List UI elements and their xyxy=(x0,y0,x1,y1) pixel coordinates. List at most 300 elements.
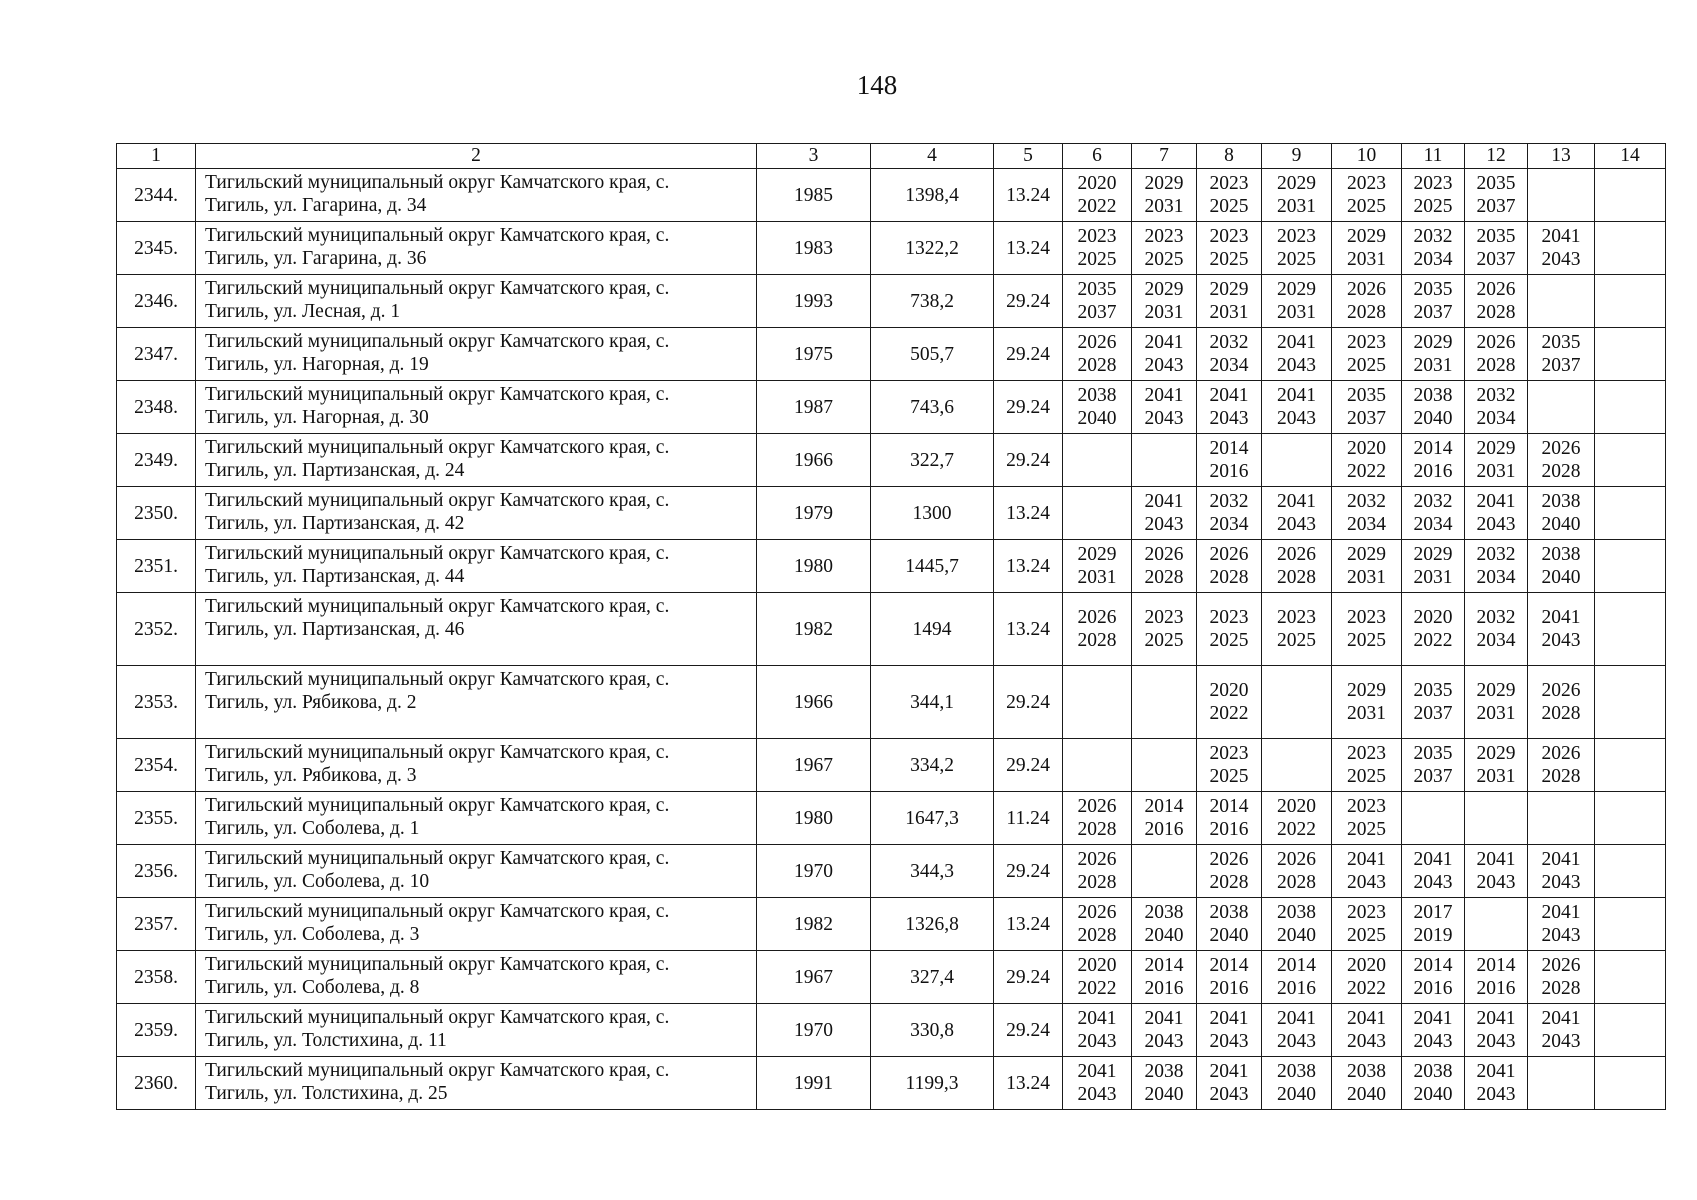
period-end: 2037 xyxy=(1541,355,1581,376)
period-start: 2020 xyxy=(1347,955,1386,976)
period-end: 2043 xyxy=(1476,872,1516,893)
period-end: 2028 xyxy=(1277,872,1316,893)
period-start: 2020 xyxy=(1413,607,1453,628)
period-end: 2028 xyxy=(1541,461,1581,482)
period-cell xyxy=(1132,540,1197,593)
area-cell: 322,7 xyxy=(871,434,994,487)
period-cell xyxy=(1402,381,1465,434)
construction-year-cell: 1985 xyxy=(757,169,871,222)
period-end: 2028 xyxy=(1476,355,1516,376)
period-end: 2025 xyxy=(1277,630,1316,651)
period-start: 2032 xyxy=(1476,544,1516,565)
period-cell xyxy=(1402,487,1465,540)
area-cell: 1322,2 xyxy=(871,222,994,275)
period-end: 2043 xyxy=(1541,630,1581,651)
period-start: 2029 xyxy=(1077,544,1117,565)
period-end: 2031 xyxy=(1277,196,1316,217)
period-cell xyxy=(1402,739,1465,792)
row-number-cell: 2357. xyxy=(117,898,196,951)
period-start: 2041 xyxy=(1209,385,1249,406)
address-cell xyxy=(196,169,757,222)
period-end: 2043 xyxy=(1413,1031,1453,1052)
period-cell xyxy=(1132,1004,1197,1057)
row-number-cell: 2353. xyxy=(117,666,196,739)
address-cell xyxy=(196,328,757,381)
period-start: 2029 xyxy=(1277,173,1316,194)
area-cell: 1199,3 xyxy=(871,1057,994,1110)
row-number-cell: 2348. xyxy=(117,381,196,434)
period-end: 2043 xyxy=(1277,514,1316,535)
period-end: 2040 xyxy=(1347,1084,1386,1105)
table-row xyxy=(117,275,1666,328)
period-cell xyxy=(1528,328,1595,381)
period-start: 2035 xyxy=(1413,743,1453,764)
address-line-1: Тигильский муниципальный округ Камчатского края, с. xyxy=(205,543,670,564)
period-cell xyxy=(1262,275,1332,328)
period-start: 2014 xyxy=(1209,438,1249,459)
period-cell xyxy=(1465,540,1528,593)
period-end: 2040 xyxy=(1413,408,1453,429)
row-number-cell: 2351. xyxy=(117,540,196,593)
period-end: 2043 xyxy=(1413,872,1453,893)
period-start: 2026 xyxy=(1347,279,1386,300)
area-cell: 738,2 xyxy=(871,275,994,328)
address-cell xyxy=(196,222,757,275)
period-cell xyxy=(1063,792,1132,845)
period-cell xyxy=(1528,951,1595,1004)
period-cell xyxy=(1595,666,1666,739)
period-end: 2022 xyxy=(1077,196,1117,217)
period-cell xyxy=(1465,898,1528,951)
period-cell xyxy=(1528,487,1595,540)
period-start: 2041 xyxy=(1476,849,1516,870)
period-cell xyxy=(1402,951,1465,1004)
period-end: 2031 xyxy=(1476,703,1516,724)
area-cell: 334,2 xyxy=(871,739,994,792)
period-cell xyxy=(1528,1004,1595,1057)
period-start: 2014 xyxy=(1144,796,1184,817)
period-cell xyxy=(1402,666,1465,739)
period-cell xyxy=(1528,898,1595,951)
period-cell xyxy=(1528,739,1595,792)
period-cell xyxy=(1332,739,1402,792)
period-start: 2026 xyxy=(1476,332,1516,353)
period-end: 2043 xyxy=(1209,1084,1249,1105)
period-start: 2041 xyxy=(1209,1008,1249,1029)
construction-year-cell: 1970 xyxy=(757,1004,871,1057)
period-start: 2038 xyxy=(1347,1061,1386,1082)
period-end: 2022 xyxy=(1347,461,1386,482)
area-cell: 1647,3 xyxy=(871,792,994,845)
period-cell xyxy=(1197,487,1262,540)
period-end: 2028 xyxy=(1077,630,1117,651)
period-start: 2026 xyxy=(1077,902,1117,923)
construction-year-cell: 1980 xyxy=(757,540,871,593)
period-end: 2016 xyxy=(1413,978,1453,999)
address-line-1: Тигильский муниципальный округ Камчатского края, с. xyxy=(205,172,670,193)
period-end: 2025 xyxy=(1413,196,1453,217)
period-start: 2023 xyxy=(1144,226,1184,247)
period-cell xyxy=(1132,593,1197,666)
code-cell: 29.24 xyxy=(994,328,1063,381)
period-end: 2043 xyxy=(1144,1031,1184,1052)
period-cell xyxy=(1528,540,1595,593)
period-cell xyxy=(1262,792,1332,845)
period-cell xyxy=(1332,593,1402,666)
area-cell: 1300 xyxy=(871,487,994,540)
period-cell xyxy=(1063,1004,1132,1057)
period-cell xyxy=(1132,222,1197,275)
period-start: 2032 xyxy=(1209,332,1249,353)
construction-year-cell: 1979 xyxy=(757,487,871,540)
period-end: 2028 xyxy=(1209,872,1249,893)
address-line-1: Тигильский муниципальный округ Камчатского края, с. xyxy=(205,278,670,299)
period-cell xyxy=(1197,434,1262,487)
period-start: 2020 xyxy=(1209,680,1249,701)
period-start: 2041 xyxy=(1144,332,1184,353)
row-number-cell: 2352. xyxy=(117,593,196,666)
period-start: 2041 xyxy=(1144,1008,1184,1029)
column-header: 12 xyxy=(1465,144,1528,169)
period-end: 2043 xyxy=(1347,1031,1386,1052)
table-row xyxy=(117,845,1666,898)
address-cell xyxy=(196,540,757,593)
period-cell xyxy=(1332,540,1402,593)
period-end: 2031 xyxy=(1413,355,1453,376)
period-cell xyxy=(1595,381,1666,434)
period-cell xyxy=(1528,381,1595,434)
row-number-cell: 2355. xyxy=(117,792,196,845)
period-cell xyxy=(1528,1057,1595,1110)
period-end: 2016 xyxy=(1209,461,1249,482)
period-end: 2043 xyxy=(1144,355,1184,376)
period-start: 2020 xyxy=(1077,173,1117,194)
period-end: 2025 xyxy=(1347,196,1386,217)
construction-year-cell: 1970 xyxy=(757,845,871,898)
column-header: 7 xyxy=(1132,144,1197,169)
address-line-1: Тигильский муниципальный округ Камчатского края, с. xyxy=(205,795,670,816)
period-cell xyxy=(1465,593,1528,666)
period-end: 2025 xyxy=(1144,249,1184,270)
period-cell xyxy=(1332,381,1402,434)
period-cell xyxy=(1262,898,1332,951)
period-cell xyxy=(1262,381,1332,434)
period-cell xyxy=(1332,666,1402,739)
period-cell xyxy=(1595,593,1666,666)
period-start: 2035 xyxy=(1476,173,1516,194)
column-header: 8 xyxy=(1197,144,1262,169)
period-cell xyxy=(1595,1057,1666,1110)
period-cell xyxy=(1197,593,1262,666)
period-cell xyxy=(1332,951,1402,1004)
period-start: 2026 xyxy=(1209,849,1249,870)
period-end: 2028 xyxy=(1476,302,1516,323)
period-end: 2034 xyxy=(1476,567,1516,588)
period-cell xyxy=(1063,169,1132,222)
period-start: 2026 xyxy=(1277,544,1316,565)
period-end: 2016 xyxy=(1476,978,1516,999)
period-end: 2031 xyxy=(1413,567,1453,588)
period-end: 2022 xyxy=(1209,703,1249,724)
period-end: 2022 xyxy=(1077,978,1117,999)
period-end: 2037 xyxy=(1413,703,1453,724)
period-end: 2025 xyxy=(1347,355,1386,376)
period-start: 2029 xyxy=(1347,226,1386,247)
period-start: 2026 xyxy=(1209,544,1249,565)
column-header: 3 xyxy=(757,144,871,169)
period-start: 2041 xyxy=(1144,491,1184,512)
period-start: 2029 xyxy=(1347,544,1386,565)
period-start: 2023 xyxy=(1209,607,1249,628)
period-start: 2017 xyxy=(1413,902,1453,923)
period-end: 2016 xyxy=(1277,978,1316,999)
period-end: 2043 xyxy=(1541,1031,1581,1052)
period-cell xyxy=(1063,898,1132,951)
row-number-cell: 2358. xyxy=(117,951,196,1004)
period-cell xyxy=(1528,434,1595,487)
code-cell: 13.24 xyxy=(994,169,1063,222)
period-start: 2026 xyxy=(1077,607,1117,628)
period-end: 2043 xyxy=(1277,355,1316,376)
period-end: 2037 xyxy=(1413,302,1453,323)
address-line-1: Тигильский муниципальный округ Камчатского края, с. xyxy=(205,437,670,458)
period-start: 2014 xyxy=(1209,796,1249,817)
period-end: 2043 xyxy=(1476,1084,1516,1105)
period-cell xyxy=(1063,845,1132,898)
construction-year-cell: 1983 xyxy=(757,222,871,275)
period-end: 2037 xyxy=(1476,249,1516,270)
period-start: 2023 xyxy=(1347,743,1386,764)
period-cell xyxy=(1197,275,1262,328)
row-number-cell: 2345. xyxy=(117,222,196,275)
period-end: 2043 xyxy=(1476,514,1516,535)
period-start: 2041 xyxy=(1476,491,1516,512)
period-start: 2032 xyxy=(1413,226,1453,247)
period-cell xyxy=(1132,845,1197,898)
period-start: 2038 xyxy=(1277,902,1316,923)
period-cell xyxy=(1465,222,1528,275)
period-end: 2040 xyxy=(1144,1084,1184,1105)
period-cell xyxy=(1132,434,1197,487)
row-number-cell: 2354. xyxy=(117,739,196,792)
period-start: 2029 xyxy=(1209,279,1249,300)
period-end: 2040 xyxy=(1209,925,1249,946)
period-end: 2043 xyxy=(1277,408,1316,429)
code-cell: 13.24 xyxy=(994,540,1063,593)
address-line-2: Тигиль, ул. Соболева, д. 10 xyxy=(205,871,430,892)
area-cell: 344,1 xyxy=(871,666,994,739)
table-row xyxy=(117,951,1666,1004)
period-end: 2043 xyxy=(1476,1031,1516,1052)
period-cell xyxy=(1595,222,1666,275)
period-cell xyxy=(1197,1057,1262,1110)
period-cell xyxy=(1197,222,1262,275)
period-cell xyxy=(1197,381,1262,434)
period-cell xyxy=(1402,1004,1465,1057)
period-cell xyxy=(1595,845,1666,898)
period-cell xyxy=(1595,898,1666,951)
period-cell xyxy=(1063,1057,1132,1110)
period-end: 2034 xyxy=(1209,355,1249,376)
period-start: 2038 xyxy=(1144,1061,1184,1082)
period-end: 2043 xyxy=(1347,872,1386,893)
table-row xyxy=(117,328,1666,381)
period-end: 2031 xyxy=(1476,461,1516,482)
period-start: 2041 xyxy=(1541,607,1581,628)
code-cell: 11.24 xyxy=(994,792,1063,845)
period-cell xyxy=(1063,222,1132,275)
construction-year-cell: 1993 xyxy=(757,275,871,328)
period-end: 2022 xyxy=(1277,819,1316,840)
column-header: 5 xyxy=(994,144,1063,169)
period-cell xyxy=(1197,898,1262,951)
period-cell xyxy=(1595,169,1666,222)
period-cell xyxy=(1595,434,1666,487)
period-cell xyxy=(1465,739,1528,792)
period-end: 2043 xyxy=(1541,872,1581,893)
address-line-2: Тигиль, ул. Толстихина, д. 11 xyxy=(205,1030,447,1051)
period-cell xyxy=(1132,169,1197,222)
period-end: 2040 xyxy=(1277,925,1316,946)
address-line-2: Тигиль, ул. Партизанская, д. 44 xyxy=(205,566,465,587)
address-cell xyxy=(196,593,757,666)
period-cell xyxy=(1402,792,1465,845)
period-end: 2037 xyxy=(1347,408,1386,429)
period-cell xyxy=(1262,169,1332,222)
period-cell xyxy=(1465,434,1528,487)
area-cell: 1398,4 xyxy=(871,169,994,222)
address-line-1: Тигильский муниципальный округ Камчатского края, с. xyxy=(205,1060,670,1081)
period-cell xyxy=(1197,792,1262,845)
period-end: 2031 xyxy=(1277,302,1316,323)
period-start: 2029 xyxy=(1476,743,1516,764)
address-cell xyxy=(196,487,757,540)
period-start: 2014 xyxy=(1277,955,1316,976)
period-start: 2023 xyxy=(1077,226,1117,247)
period-end: 2043 xyxy=(1144,514,1184,535)
address-line-2: Тигиль, ул. Гагарина, д. 34 xyxy=(205,195,427,216)
table-row xyxy=(117,222,1666,275)
period-start: 2026 xyxy=(1541,438,1581,459)
period-end: 2028 xyxy=(1209,567,1249,588)
period-start: 2029 xyxy=(1144,173,1184,194)
row-number-cell: 2344. xyxy=(117,169,196,222)
period-cell xyxy=(1332,792,1402,845)
period-cell xyxy=(1262,1004,1332,1057)
period-start: 2014 xyxy=(1144,955,1184,976)
period-start: 2023 xyxy=(1277,226,1316,247)
table-row xyxy=(117,593,1666,666)
period-cell xyxy=(1132,328,1197,381)
row-number-cell: 2347. xyxy=(117,328,196,381)
code-cell: 13.24 xyxy=(994,487,1063,540)
address-cell xyxy=(196,845,757,898)
period-cell xyxy=(1262,593,1332,666)
period-end: 2037 xyxy=(1476,196,1516,217)
period-end: 2031 xyxy=(1347,703,1386,724)
period-end: 2028 xyxy=(1541,703,1581,724)
address-line-2: Тигиль, ул. Соболева, д. 3 xyxy=(205,924,420,945)
row-number-cell: 2359. xyxy=(117,1004,196,1057)
period-start: 2026 xyxy=(1541,743,1581,764)
period-cell xyxy=(1262,1057,1332,1110)
period-end: 2037 xyxy=(1413,766,1453,787)
period-end: 2019 xyxy=(1413,925,1453,946)
period-cell xyxy=(1132,381,1197,434)
period-end: 2040 xyxy=(1541,514,1581,535)
period-cell xyxy=(1595,792,1666,845)
period-cell xyxy=(1197,1004,1262,1057)
period-cell xyxy=(1063,328,1132,381)
table-row xyxy=(117,666,1666,739)
period-end: 2034 xyxy=(1347,514,1386,535)
period-start: 2038 xyxy=(1277,1061,1316,1082)
address-line-1: Тигильский муниципальный округ Камчатского края, с. xyxy=(205,225,670,246)
period-cell xyxy=(1063,951,1132,1004)
table-row xyxy=(117,540,1666,593)
period-cell xyxy=(1332,434,1402,487)
period-start: 2041 xyxy=(1077,1008,1117,1029)
period-cell xyxy=(1402,222,1465,275)
column-header: 2 xyxy=(196,144,757,169)
period-cell xyxy=(1402,328,1465,381)
period-start: 2041 xyxy=(1541,849,1581,870)
period-start: 2041 xyxy=(1541,226,1581,247)
period-start: 2023 xyxy=(1209,743,1249,764)
period-end: 2031 xyxy=(1077,567,1117,588)
address-line-2: Тигиль, ул. Толстихина, д. 25 xyxy=(205,1083,448,1104)
period-start: 2026 xyxy=(1277,849,1316,870)
period-cell xyxy=(1595,951,1666,1004)
address-cell xyxy=(196,739,757,792)
period-start: 2041 xyxy=(1277,385,1316,406)
period-start: 2023 xyxy=(1347,796,1386,817)
period-end: 2025 xyxy=(1077,249,1117,270)
period-cell xyxy=(1132,792,1197,845)
period-end: 2031 xyxy=(1144,196,1184,217)
period-start: 2026 xyxy=(1476,279,1516,300)
period-end: 2043 xyxy=(1277,1031,1316,1052)
period-end: 2016 xyxy=(1144,978,1184,999)
period-start: 2035 xyxy=(1347,385,1386,406)
period-end: 2043 xyxy=(1144,408,1184,429)
period-start: 2020 xyxy=(1077,955,1117,976)
column-header: 9 xyxy=(1262,144,1332,169)
period-start: 2020 xyxy=(1277,796,1316,817)
period-start: 2014 xyxy=(1413,955,1453,976)
period-cell xyxy=(1197,328,1262,381)
period-cell xyxy=(1132,739,1197,792)
code-cell: 29.24 xyxy=(994,951,1063,1004)
period-start: 2038 xyxy=(1144,902,1184,923)
construction-year-cell: 1967 xyxy=(757,951,871,1004)
period-cell xyxy=(1528,275,1595,328)
period-start: 2026 xyxy=(1541,680,1581,701)
period-end: 2028 xyxy=(1077,872,1117,893)
period-cell xyxy=(1465,328,1528,381)
period-start: 2032 xyxy=(1413,491,1453,512)
address-line-2: Тигиль, ул. Гагарина, д. 36 xyxy=(205,248,427,269)
table-row xyxy=(117,739,1666,792)
construction-year-cell: 1975 xyxy=(757,328,871,381)
area-cell: 1326,8 xyxy=(871,898,994,951)
period-cell xyxy=(1262,666,1332,739)
period-start: 2023 xyxy=(1144,607,1184,628)
period-start: 2023 xyxy=(1347,332,1386,353)
column-header: 6 xyxy=(1063,144,1132,169)
period-cell xyxy=(1197,845,1262,898)
address-cell xyxy=(196,434,757,487)
